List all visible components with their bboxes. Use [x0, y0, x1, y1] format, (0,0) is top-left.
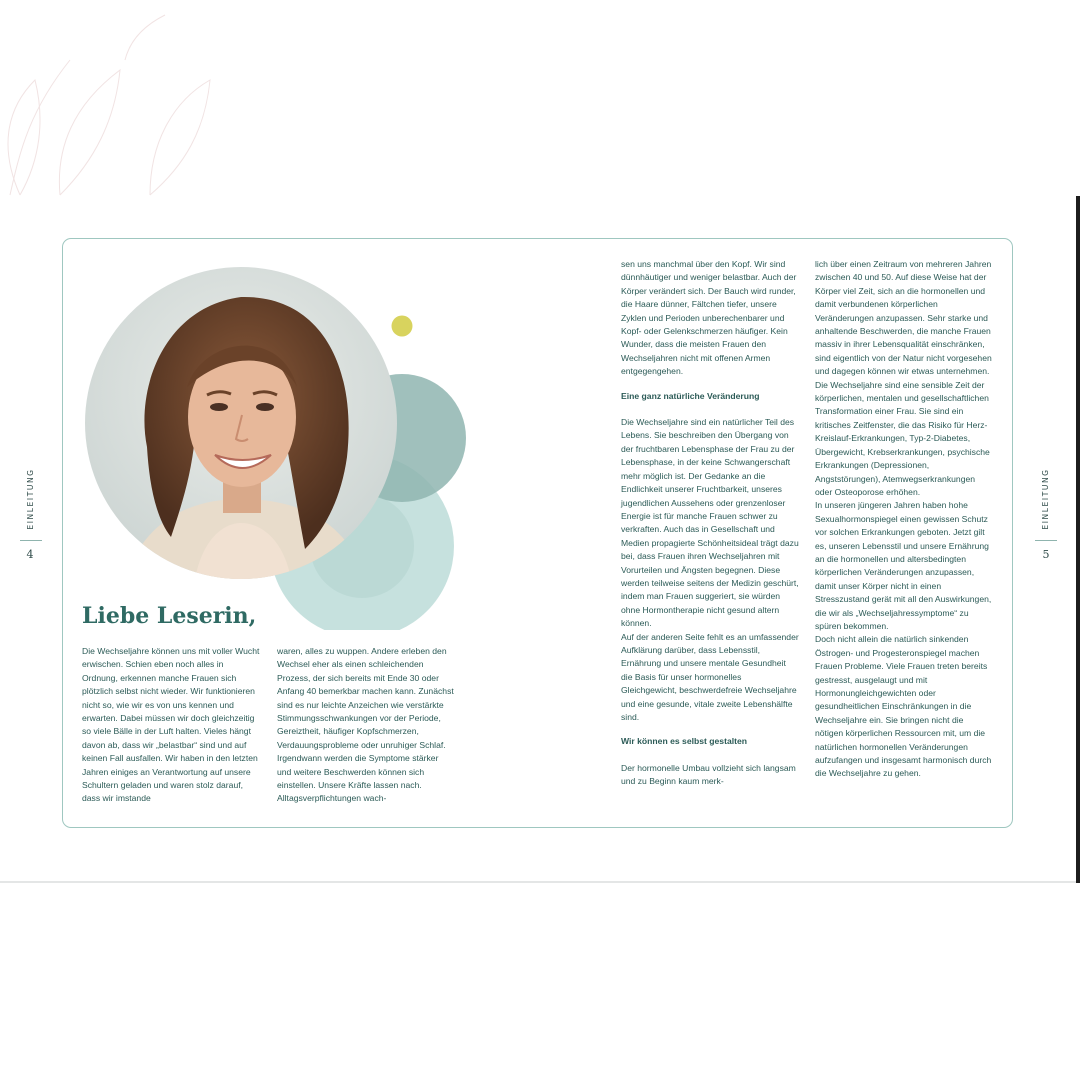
paragraph: sen uns manchmal über den Kopf. Wir sind dünnhäutiger und weniger belastbar. Auch der Körper verändert sich. Der Bauch wird runder, die Haare dünner, Fältchen tiefer, unsere Zyklen und Perioden unberechenbarer und Kopf- oder Gelenkschmerzen häufiger. Kein Wunder, dass die meisten Frauen den Wechseljahren nicht mit offenen Armen entgegengehen. — [621, 259, 797, 377]
page-number-right: 5 — [1042, 548, 1050, 561]
section-label-left: EINLEITUNG — [26, 468, 35, 530]
paragraph: Die Wechseljahre sind eine sensible Zeit der körperlichen, mentalen und gesellschaftlichen Transformation einer Frau. Sie sind ein kritisches Zeitfenster, die das Risiko für Herz-Kreislauf-Erkrankungen, Typ-2-Diabetes, Übergewicht, Krebserkrankungen, psychische Erkrankungen (Depressionen, Angststörungen), Atemwegserkrankungen oder Osteoporose erhöhen. — [815, 379, 990, 497]
page-spread-edge — [0, 881, 1080, 883]
paragraph: waren, alles zu wuppen. Andere erleben den Wechsel eher als einen schleichenden Prozess, der sich bereits mit Ende 30 oder Anfang 40 bemerkbar machen kann. Zunächst sind es nur leichte Anzeichen wie verstärkte Stimmungsschwankungen vor der Periode, Gereiztheit, häufiger Kopfschmerzen, Verdauungsprobleme oder unruhiger Schlaf. Irgendwann werden die Symptome stärker und weitere Beschwerden können sich einstellen. Unsere Kräfte lassen nach. Alltagsverpflichtungen wach- — [277, 646, 454, 804]
accent-dot — [392, 316, 413, 337]
text-column-3 — [621, 258, 799, 789]
paragraph: In unseren jüngeren Jahren haben hohe Sexualhormonspiegel einen gewissen Schutz vor solchen Erkrankungen geboten. Jetzt gilt es, unseren Lebensstil und unsere Ernährung an die hormonellen und altersbedingten körperlichen Veränderungen anzupassen, damit unser Körper nicht in einen Stresszustand gerät mit all den Auswirkungen, die wir als „Wechseljahressymptome“ zu spüren bekommen. — [815, 500, 992, 631]
text-column-4 — [815, 258, 993, 781]
subheading-self-shaping: Wir können es selbst gestalten — [621, 736, 747, 747]
subheading-natural-change: Eine ganz natürliche Veränderung — [621, 390, 760, 401]
paragraph: lich über einen Zeitraum von mehreren Jahren zwischen 40 und 50. Auf diese Weise hat der Körper viel Zeit, sich an die hormonellen und damit verbundenen körperlichen Veränderungen anzupassen. Sehr starke und anhaltende Beschwerden, die manche Frauen massiv in ihrer Lebensqualität einschränken, sind eigentlich von der Natur nicht vorgesehen und dagegen können wir etwas unternehmen. — [815, 259, 992, 377]
paragraph: Die Wechseljahre können uns mit voller Wucht erwischen. Schien eben noch alles in Ordnung, erkennen manche Frauen sich plötzlich selbst nicht wieder. Wir funktionieren nicht so, wie wir es von uns kennen und erwarten. Dabei müssen wir doch gleichzeitig so viele Bälle in der Luft halten. Vieles hängt davon ab, dass wir „belastbar“ sind und auf keinen Fall ausfallen. Wir haben in den letzten Jahren einiges an Verantwortung auf unsere Schultern geladen und waren stolz darauf, dass wir imstande — [82, 646, 260, 804]
margin-rule-left — [20, 540, 42, 541]
portrait-photo — [85, 267, 397, 579]
leaf-decoration — [0, 0, 240, 200]
book-spine — [1076, 196, 1080, 883]
paragraph: Doch nicht allein die natürlich sinkenden Östrogen- und Progesteronspiegel machen Frauen Probleme. Viele Frauen treten bereits gestresst, ausgelaugt und mit Hormonungleichgewichten oder gesundheitlichen Einschränkungen in die Wechseljahre ein. Sie bringen nicht die nötigen körperlichen Ressourcen mit, um die natürlichen hormonellen Veränderungen aufzufangen und insgesamt harmonisch durch die Wechseljahre zu gehen. — [815, 634, 992, 779]
text-column-2 — [277, 645, 455, 806]
section-label-right: EINLEITUNG — [1041, 468, 1050, 530]
margin-rule-right — [1035, 540, 1057, 541]
paragraph: Auf der anderen Seite fehlt es an umfassender Aufklärung darüber, dass Lebensstil, Ernährung und unsere mentale Gesundheit die Basis für unser hormonelles Gleichgewicht, beschwerdefreie Wechseljahre und eine gesunde, vitale zweite Lebenshälfte sind. — [621, 631, 799, 722]
text-column-1 — [82, 645, 260, 806]
paragraph: Die Wechseljahre sind ein natürlicher Teil des Lebens. Sie beschreiben den Übergang von der fruchtbaren Lebensphase der Frau zu der Lebensphase, in der keine Schwangerschaft mehr möglich ist. Der Gedanke an die Endlichkeit unserer Fruchtbarkeit, unseres jugendlichen Aussehens oder grenzenloser Energie ist für manche Frauen schwer zu verkraften. Auch das in Gesellschaft und Medien propagierte Schönheitsideal trägt dazu bei, dass Frauen ihren Wechseljahren mit Vorurteilen und Ängsten begegnen. Diese werden teilweise seitens der Medizin geschürt, indem man Frauen suggeriert, sie würden ohne Hormontherapie nicht gesund altern können. — [621, 417, 799, 629]
paragraph: Der hormonelle Umbau vollzieht sich langsam und zu Beginn kaum merk- — [621, 762, 796, 787]
page-number-left: 4 — [26, 548, 34, 561]
page-heading: Liebe Leserin, — [82, 603, 257, 629]
